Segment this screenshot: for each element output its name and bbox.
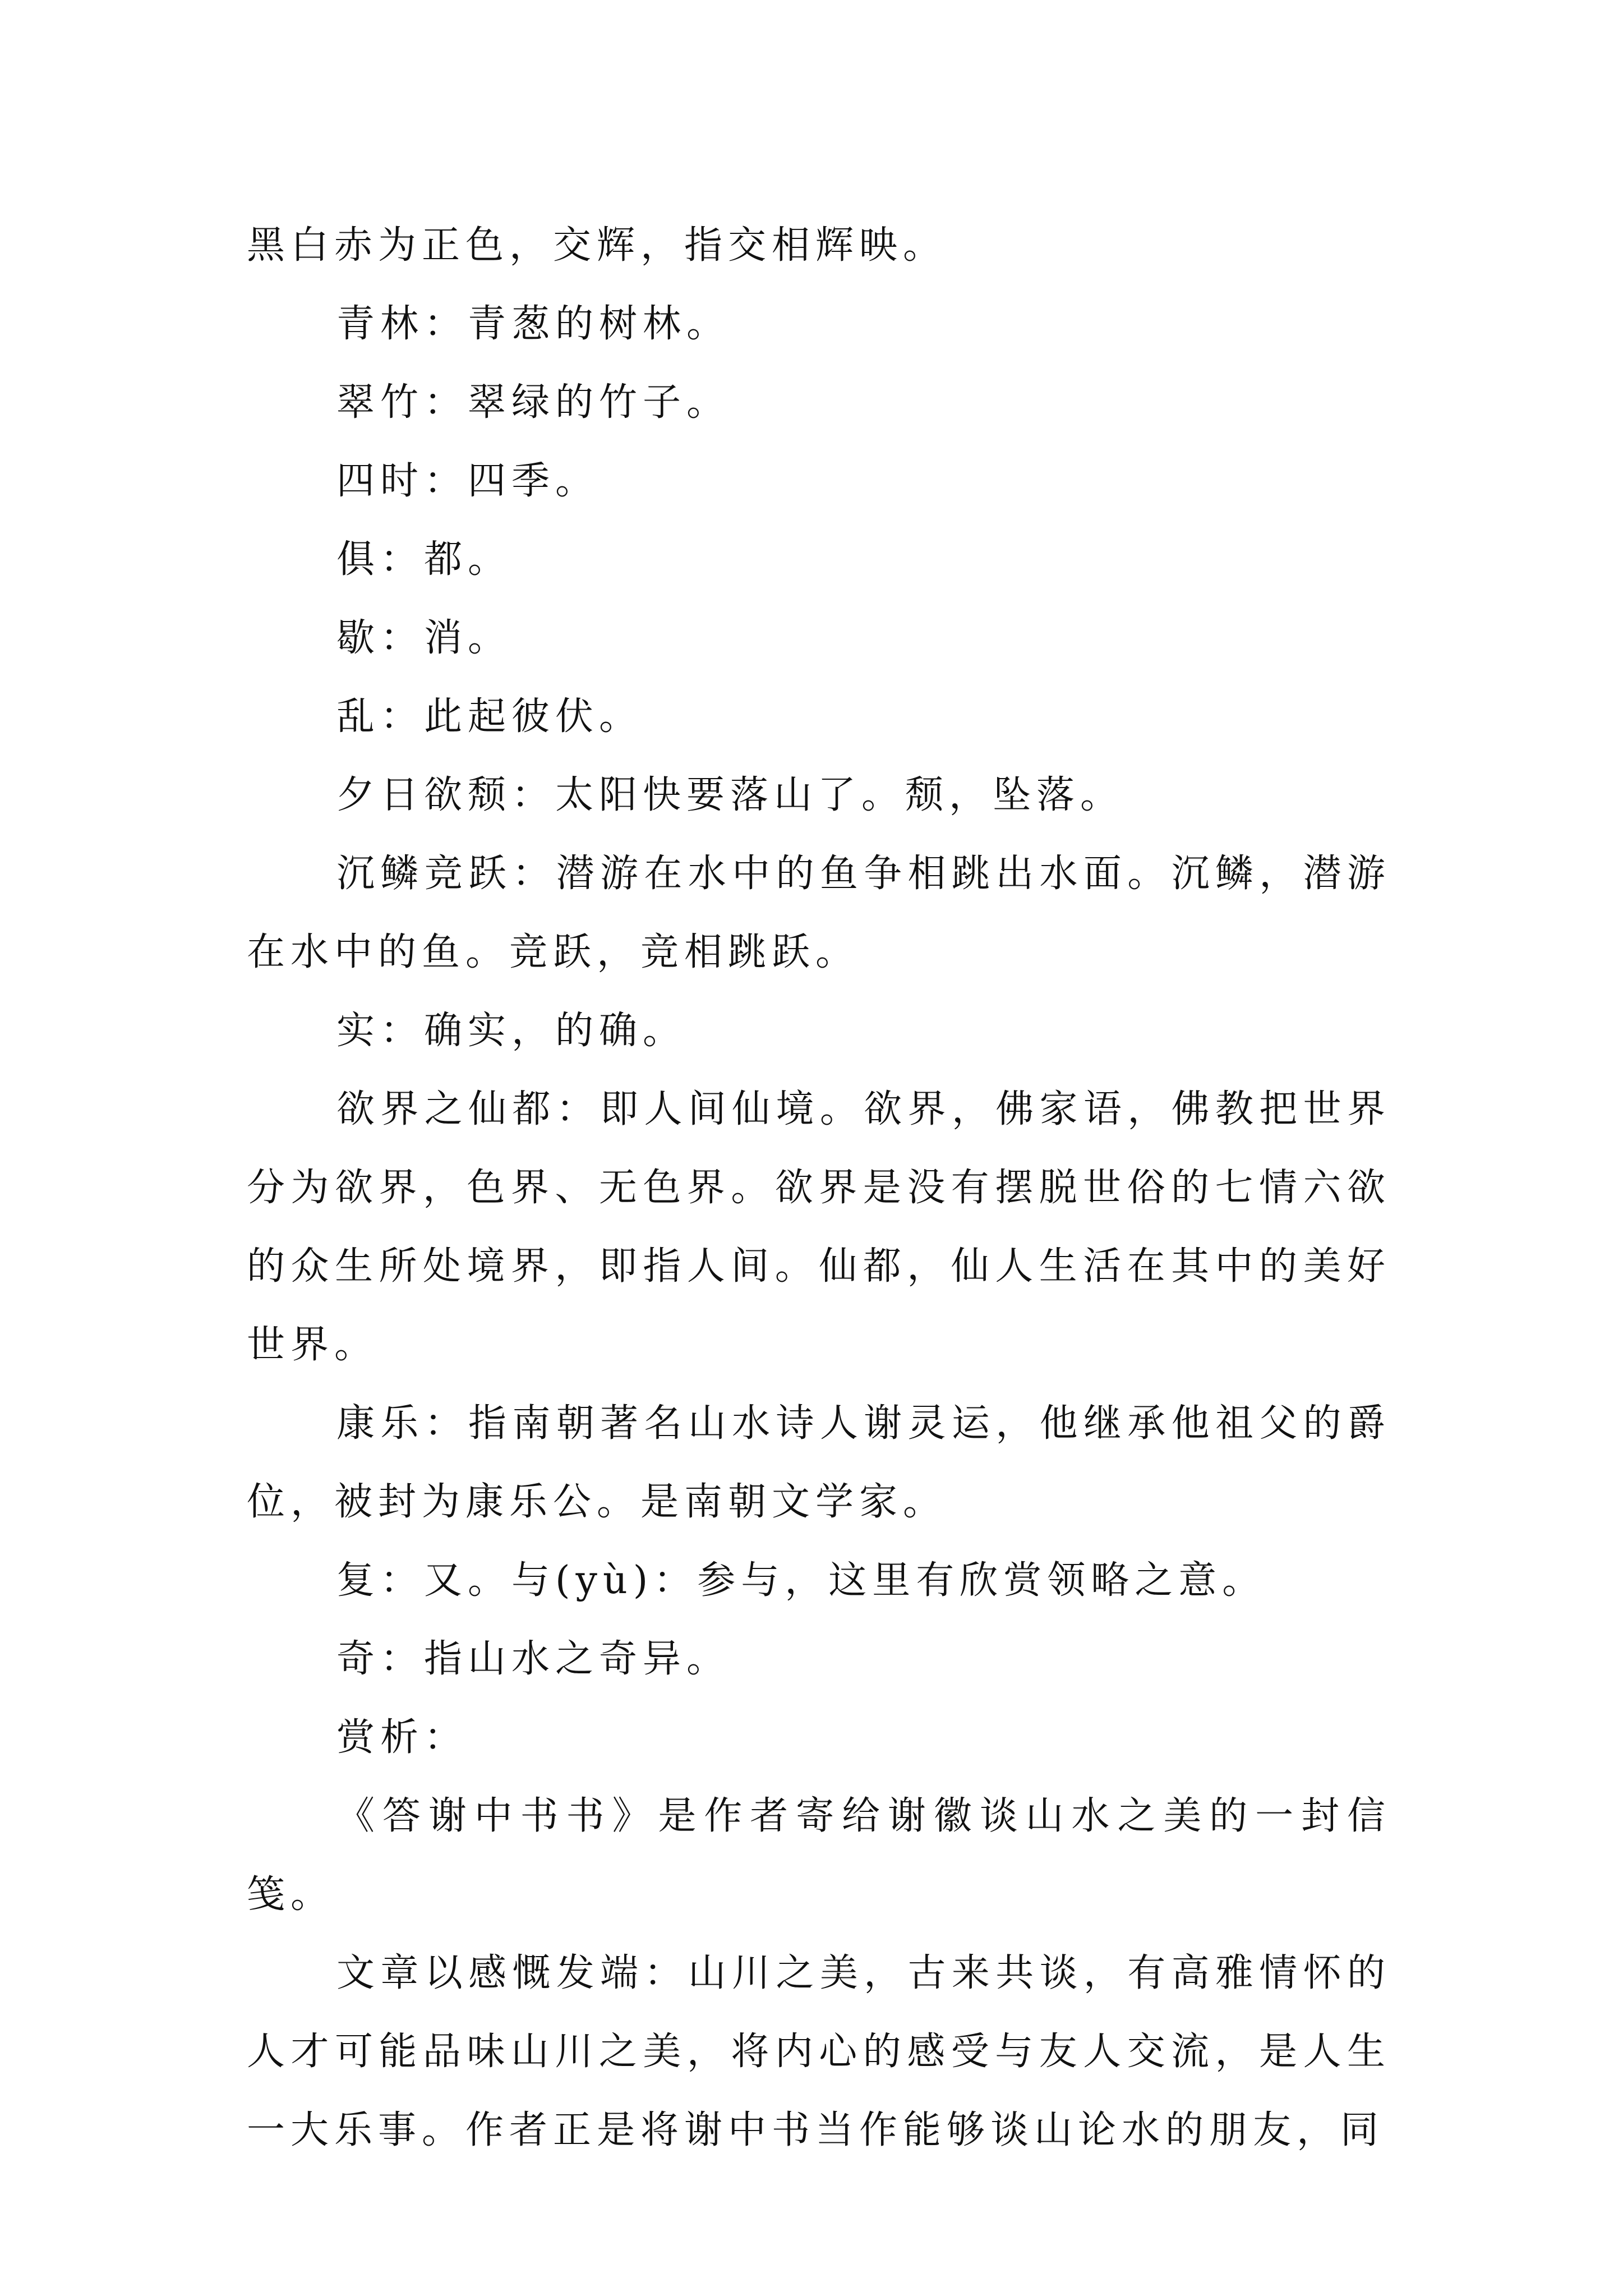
paragraph-16: 《答谢中书书》是作者寄给谢徽谈山水之美的一封信笺。 — [247, 1794, 1391, 1917]
document-body — [247, 206, 1391, 2170]
paragraph-13: 复：又。与(yù)：参与，这里有欣赏领略之意。 — [336, 1558, 1266, 1603]
paragraph-4: 四时：四季。 — [336, 459, 600, 503]
paragraph-7: 乱：此起彼伏。 — [336, 694, 643, 739]
paragraph-17: 文章以感慨发端：山川之美，古来共谈，有高雅情怀的人才可能品味山川之美，将内心的感受与友人交流，是人生一大乐事。作者正是将谢中书当作能够谈山论水的朋友，同 — [247, 1951, 1391, 2152]
paragraph-3: 翠竹：翠绿的竹子。 — [336, 380, 731, 425]
paragraph-12: 康乐：指南朝著名山水诗人谢灵运，他继承他祖父的爵位，被封为康乐公。是南朝文学家。 — [247, 1401, 1391, 1524]
paragraph-8: 夕日欲颓：太阳快要落山了。颓，坠落。 — [336, 773, 1124, 817]
paragraph-9: 沉鳞竞跃：潜游在水中的鱼争相跳出水面。沉鳞，潜游在水中的鱼。竞跃，竞相跳跃。 — [247, 852, 1391, 974]
paragraph-2: 青林：青葱的树林。 — [336, 302, 731, 346]
paragraph-14: 奇：指山水之奇异。 — [336, 1637, 731, 1681]
paragraph-11: 欲界之仙都：即人间仙境。欲界，佛家语，佛教把世界分为欲界，色界、无色界。欲界是没有摆脱世俗的七情六欲的众生所处境界，即指人间。仙都，仙人生活在其中的美好世界。 — [247, 1087, 1391, 1367]
paragraph-6: 歇：消。 — [336, 616, 512, 660]
paragraph-5: 俱：都。 — [336, 537, 512, 582]
section-heading: 赏析： — [336, 1715, 468, 1760]
paragraph-1: 黑白赤为正色，交辉，指交相辉映。 — [247, 223, 947, 268]
paragraph-10: 实：确实，的确。 — [336, 1009, 687, 1053]
